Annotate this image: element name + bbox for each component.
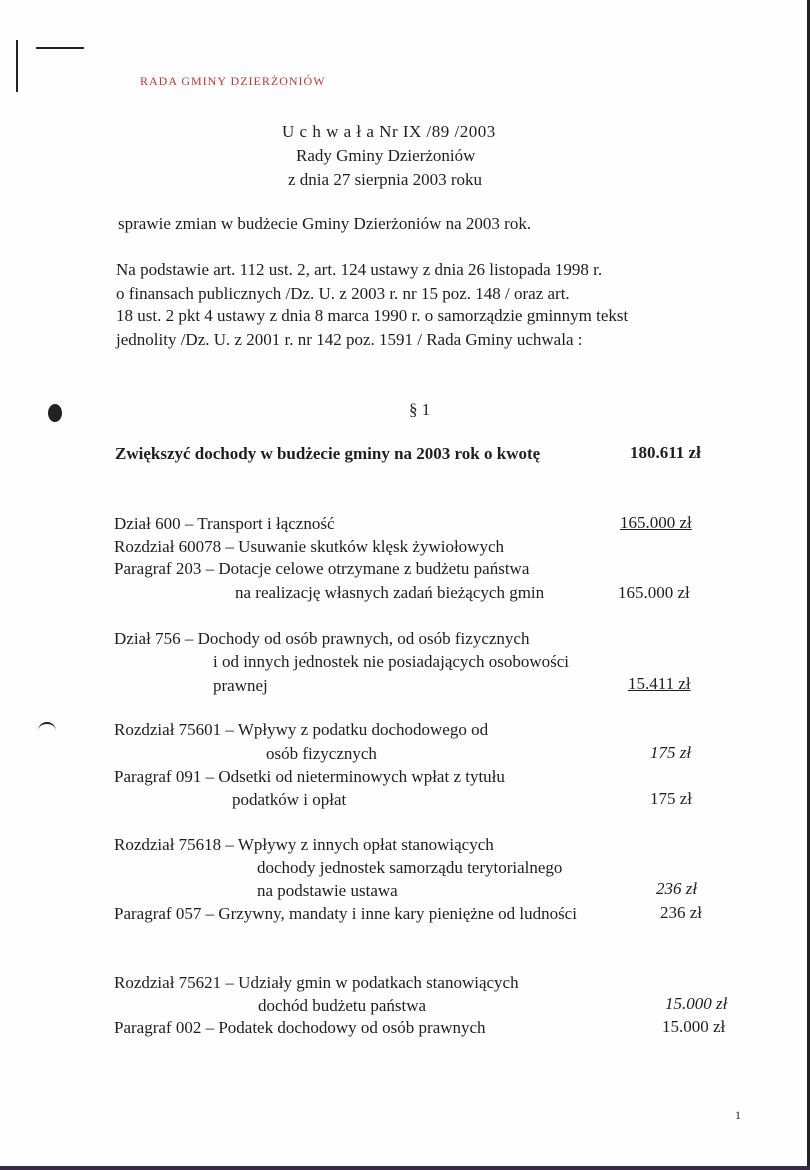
paragraph-091: Paragraf 091 – Odsetki od nieterminowych wpłat z tytułu <box>114 767 505 786</box>
paragraph-203-amount: 165.000 zł <box>618 583 690 602</box>
paragraph-002-amount: 15.000 zł <box>662 1017 726 1036</box>
division-756-cont: prawnej <box>213 676 268 695</box>
chapter-75618-cont: dochody jednostek samorządu terytorialnego <box>257 858 563 877</box>
scan-edge-bottom <box>0 1166 810 1170</box>
resolution-number: U c h w a ł a Nr IX /89 /2003 <box>282 122 496 141</box>
chapter-75618: Rozdział 75618 – Wpływy z innych opłat stanowiących <box>114 835 494 854</box>
legal-basis-line: o finansach publicznych /Dz. U. z 2003 r. nr 15 poz. 148 / oraz art. <box>116 284 570 303</box>
paragraph-203: Paragraf 203 – Dotacje celowe otrzymane z budżetu państwa <box>114 559 530 578</box>
paragraph-002: Paragraf 002 – Podatek dochodowy od osób prawnych <box>114 1018 486 1037</box>
division-756-title: Dział 756 – Dochody od osób prawnych, od osób fizycznych <box>114 629 530 648</box>
resolution-subject: sprawie zmian w budżecie Gminy Dzierżoniów na 2003 rok. <box>118 214 532 233</box>
chapter-75618-cont: na podstawie ustawa <box>257 881 398 900</box>
division-756-amount: 15.411 zł <box>628 674 691 693</box>
section-heading: § 1 <box>409 400 431 419</box>
council-name: Rady Gminy Dzierżoniów <box>296 146 476 165</box>
chapter-60078: Rozdział 60078 – Usuwanie skutków klęsk żywiołowych <box>114 537 504 556</box>
chapter-75621-cont: dochód budżetu państwa <box>258 996 427 1015</box>
chapter-75601-cont: osób fizycznych <box>266 744 377 763</box>
paragraph-057: Paragraf 057 – Grzywny, mandaty i inne kary pieniężne od ludności <box>114 904 577 923</box>
legal-basis-line: Na podstawie art. 112 ust. 2, art. 124 ustawy z dnia 26 listopada 1998 r. <box>116 260 603 279</box>
paragraph-057-amount: 236 zł <box>660 903 703 922</box>
paragraph-091-cont: podatków i opłat <box>232 790 347 809</box>
paragraph-203-cont: na realizację własnych zadań bieżących gmin <box>235 583 545 602</box>
council-stamp: RADA GMINY DZIERŻONIÓW <box>140 74 326 88</box>
page-number: 1 <box>735 1108 741 1122</box>
chapter-75601-amount: 175 zł <box>650 743 692 762</box>
division-600-amount: 165.000 zł <box>620 513 692 532</box>
division-756-cont: i od innych jednostek nie posiadających osobowości <box>213 652 569 671</box>
legal-basis-line: jednolity /Dz. U. z 2001 r. nr 142 poz. 1591 / Rada Gminy uchwala : <box>116 330 583 349</box>
main-statement-amount: 180.611 zł <box>630 443 701 462</box>
margin-mark-horizontal <box>36 47 84 49</box>
chapter-75621: Rozdział 75621 – Udziały gmin w podatkach stanowiących <box>114 973 519 992</box>
chapter-75621-amount: 15.000 zł <box>665 994 728 1013</box>
margin-mark-vertical <box>16 40 18 92</box>
division-600-title: Dział 600 – Transport i łączność <box>114 514 335 533</box>
chapter-75601: Rozdział 75601 – Wpływy z podatku dochodowego od <box>114 720 489 739</box>
resolution-date: z dnia 27 sierpnia 2003 roku <box>288 170 483 189</box>
legal-basis-line: 18 ust. 2 pkt 4 ustawy z dnia 8 marca 1990 r. o samorządzie gminnym tekst <box>116 306 629 325</box>
chapter-75618-amount: 236 zł <box>656 879 698 898</box>
paragraph-091-amount: 175 zł <box>650 789 693 808</box>
punch-hole-mark-2 <box>38 722 56 734</box>
punch-hole-mark-1 <box>48 404 62 422</box>
main-statement: Zwiększyć dochody w budżecie gminy na 2003 rok o kwotę <box>115 444 541 463</box>
